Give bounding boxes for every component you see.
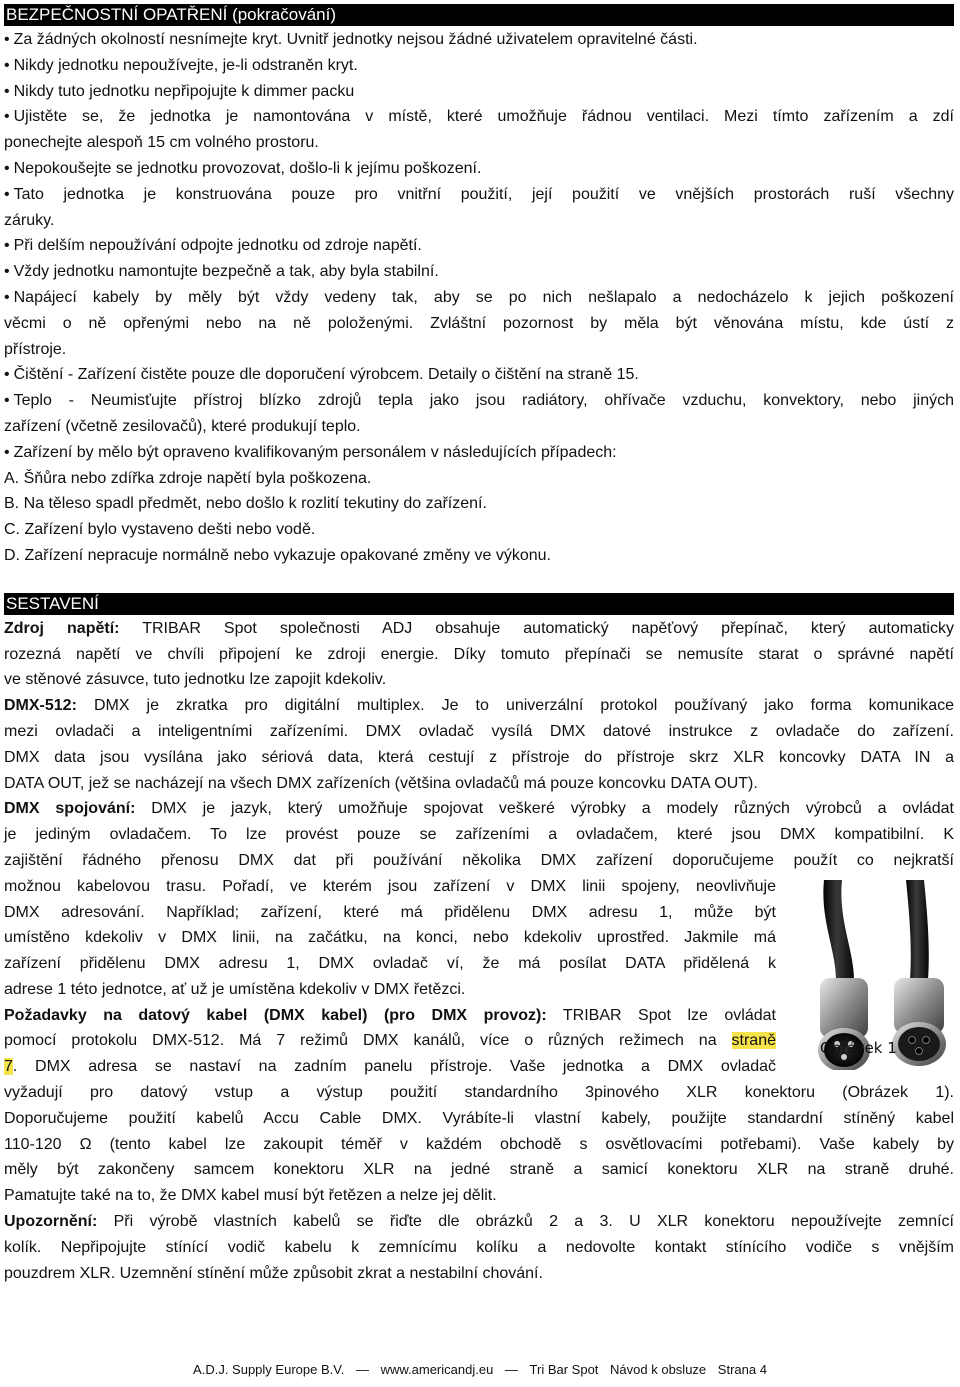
cable-req-line-8: Pamatujte také na to, že DMX kabel musí být řetězen a nelze jej dělit. <box>4 1187 497 1205</box>
warning-line-3: pouzdrem XLR. Uzemnění stínění může způsobit zkrat a nestabilní chování. <box>4 1264 543 1282</box>
footer-product: Tri Bar Spot <box>529 1362 599 1377</box>
safety-item-4: • Ujistěte se, že jednotka je namontována v místě, které umožňuje řádnou ventilaci. Mezi tímto zařízením a zdí <box>4 108 954 126</box>
section-spacer <box>4 569 954 593</box>
power-line-2: rozezná napětí ve chvíli připojení ke zdroji energie. Díky tomuto přepínači se nemusíte starat o správné napětí <box>4 645 954 663</box>
cable-req-line-2: pomocí protokolu DMX-512. Má 7 režimů DMX kanálů, více o různých režimech na straně <box>4 1032 776 1050</box>
cable-req-line-4: vyžadují pro datový vstup a výstup použití standardního 3pinového XLR konektoru (Obrázek 1). <box>4 1084 954 1102</box>
safety-item-9-cont2: přístroje. <box>4 340 67 358</box>
cable-req-line-6: 110-120 Ω (tento kabel lze zakoupit téměř v každém obchodě s osvětlovacími potřebami). Vaše kabely by <box>4 1135 954 1153</box>
safety-item-6-cont: záruky. <box>4 211 55 229</box>
dmx-link-line-8: adrese 1 této jednotce, ať už je umístěna kdekoliv v DMX řetězci. <box>4 980 466 998</box>
safety-item-4-cont: ponechejte alespoň 15 cm volného prostoru. <box>4 134 319 152</box>
document-page <box>4 4 954 1286</box>
safety-item-9: • Napájecí kabely by měly být vždy vedeny tak, aby se po nich nešlapalo a nedocházelo k jejich poškození <box>4 288 954 306</box>
safety-item-11-cont: zařízení (včetně zesilovačů), které produkují teplo. <box>4 417 361 435</box>
safety-case-c: C. Zařízení bylo vystaveno dešti nebo vodě. <box>4 521 316 539</box>
section-heading-safety: BEZPEČNOSTNÍ OPATŘENÍ (pokračování) <box>4 4 954 26</box>
safety-case-a: A. Šňůra nebo zdířka zdroje napětí byla poškozena. <box>4 469 372 487</box>
dmx-link-line-2: je jediným ovladačem. To lze provést pouze se zařízeními a ovladačem, které jsou DMX kompatibilní. K <box>4 826 954 844</box>
safety-item-3: • Nikdy tuto jednotku nepřipojujte k dimmer packu <box>4 82 355 100</box>
cable-req-line-3: 7. DMX adresa se nastaví na zadním panelu přístroje. Vaše jednotka a DMX ovladač <box>4 1058 776 1076</box>
safety-item-10: • Čištění - Zařízení čistěte pouze dle doporučení výrobcem. Detaily o čištění na straně 15. <box>4 366 639 384</box>
safety-item-6: • Tato jednotka je konstruována pouze pro vnitřní použití, její použití ve vnějších prostorách ruší všechny <box>4 185 954 203</box>
figure-caption: Obrázek 1 <box>820 1039 897 1057</box>
dmx512-label: DMX-512: <box>4 697 77 715</box>
dmx-link-line-4: možnou kabelovou trasu. Pořadí, ve kterém jsou zařízení v DMX linii spojeny, neovlivňuje <box>4 877 776 895</box>
dmx512-line-3: DMX data jsou vysílána jako sériová data, která cestují z přístroje do přístroje skrz XLR koncovky DATA IN a <box>4 748 954 766</box>
cable-req-line-7: měly být zakončeny samcem konektoru XLR na jedné straně a samicí konektoru XLR na straně druhé. <box>4 1161 954 1179</box>
page-footer <box>0 1362 960 1377</box>
footer-separator: — <box>504 1362 518 1377</box>
power-label: Zdroj napětí: <box>4 619 120 637</box>
page-ref-highlight: straně <box>731 1032 776 1050</box>
safety-case-d: D. Zařízení nepracuje normálně nebo vykazuje opakované změny ve výkonu. <box>4 546 551 564</box>
page-ref-highlight-number: 7 <box>4 1058 13 1076</box>
power-line-3: ve stěnové zásuvce, tuto jednotku lze zapojit kdekoliv. <box>4 671 387 689</box>
dmx512-line-1: DMX-512: DMX je zkratka pro digitální multiplex. Je to univerzální protokol používaný jako forma komunikace <box>4 697 954 715</box>
dmx512-line-4: DATA OUT, jež se nacházejí na všech DMX zařízeních (většina ovladačů má pouze koncovku DATA OUT). <box>4 774 758 792</box>
safety-item-5: • Nepokoušejte se jednotku provozovat, došlo-li k jejímu poškození. <box>4 159 482 177</box>
safety-item-1: • Za žádných okolností nesnímejte kryt. Uvnitř jednotky nejsou žádné uživatelem opravitelné části. <box>4 31 698 48</box>
safety-item-9-cont: věcmi o ně opřenými nebo na ně položenými. Zvláštní pozornost by měla být věnována místu, kde ústí z <box>4 314 954 332</box>
power-line-1: Zdroj napětí: TRIBAR Spot společnosti ADJ obsahuje automatický napěťový přepínač, který automaticky <box>4 619 954 637</box>
warning-line-1: Upozornění: Při výrobě vlastních kabelů se řiďte dle obrázků 2 a 3. U XLR konektoru nepoužívejte zemnící <box>4 1213 954 1231</box>
safety-item-2: • Nikdy jednotku nepoužívejte, je-li odstraněn kryt. <box>4 56 358 74</box>
cable-req-line-1: Požadavky na datový kabel (DMX kabel) (pro DMX provoz): TRIBAR Spot lze ovládat <box>4 1006 776 1024</box>
dmx512-line-2: mezi ovladači a inteligentními zařízeními. DMX ovladač vysílá DMX datové instrukce z ovladače do zařízení. <box>4 722 954 740</box>
safety-item-8: • Vždy jednotku namontujte bezpečně a tak, aby byla stabilní. <box>4 263 439 281</box>
footer-company: A.D.J. Supply Europe B.V. <box>193 1362 345 1377</box>
section-heading-setup: SESTAVENÍ <box>4 593 954 615</box>
cable-req-line-5: Doporučujeme použití kabelů Accu Cable DMX. Vyrábíte-li vlastní kabely, použijte standardní stíněný kabel <box>4 1109 954 1127</box>
safety-item-11: • Teplo - Neumisťujte přístroj blízko zdrojů tepla jako jsou radiátory, ohřívače vzduchu, konvektory, nebo jiných <box>4 392 954 410</box>
warning-line-2: kolík. Nepřipojujte stínící vodič kabelu k zemnícímu kolíku a nedovolte kontakt stínícího vodiče s vnějším <box>4 1238 954 1256</box>
cable-req-label: Požadavky na datový kabel (DMX kabel) (pro DMX provoz): <box>4 1006 547 1024</box>
dmx-link-line-7: zařízení přidělenu DMX adresu 1, DMX ovladač ví, že má posílat DATA přidělená k <box>4 955 776 973</box>
dmx-link-line-3: zajištění řádného přenosu DMX dat při používání několika DMX zařízení doporučujeme použít co nejkratší <box>4 851 954 869</box>
footer-separator: — <box>355 1362 369 1377</box>
dmx-link-line-6: umístěno kdekoliv v DMX linii, na začátku, na konci, nebo kdekoliv uprostřed. Jakmile má <box>4 929 776 947</box>
warning-label: Upozornění: <box>4 1213 98 1231</box>
dmx-link-line-1: DMX spojování: DMX je jazyk, který umožňuje spojovat veškeré výrobky a modely různých výrobců a ovládat <box>4 800 954 818</box>
safety-case-b: B. Na těleso spadl předmět, nebo došlo k rozlití tekutiny do zařízení. <box>4 495 487 513</box>
footer-page: Strana 4 <box>717 1362 767 1377</box>
footer-website: www.americandj.eu <box>380 1362 494 1377</box>
safety-item-7: • Při delším nepoužívání odpojte jednotku od zdroje napětí. <box>4 237 422 255</box>
safety-item-12: • Zařízení by mělo být opraveno kvalifikovaným personálem v následujících případech: <box>4 443 617 461</box>
footer-manual: Návod k obsluze <box>610 1362 707 1377</box>
dmx-link-line-5: DMX adresování. Například; zařízení, které má přidělenu DMX adresu 1, může být <box>4 903 776 921</box>
dmx-link-label: DMX spojování: <box>4 800 136 818</box>
